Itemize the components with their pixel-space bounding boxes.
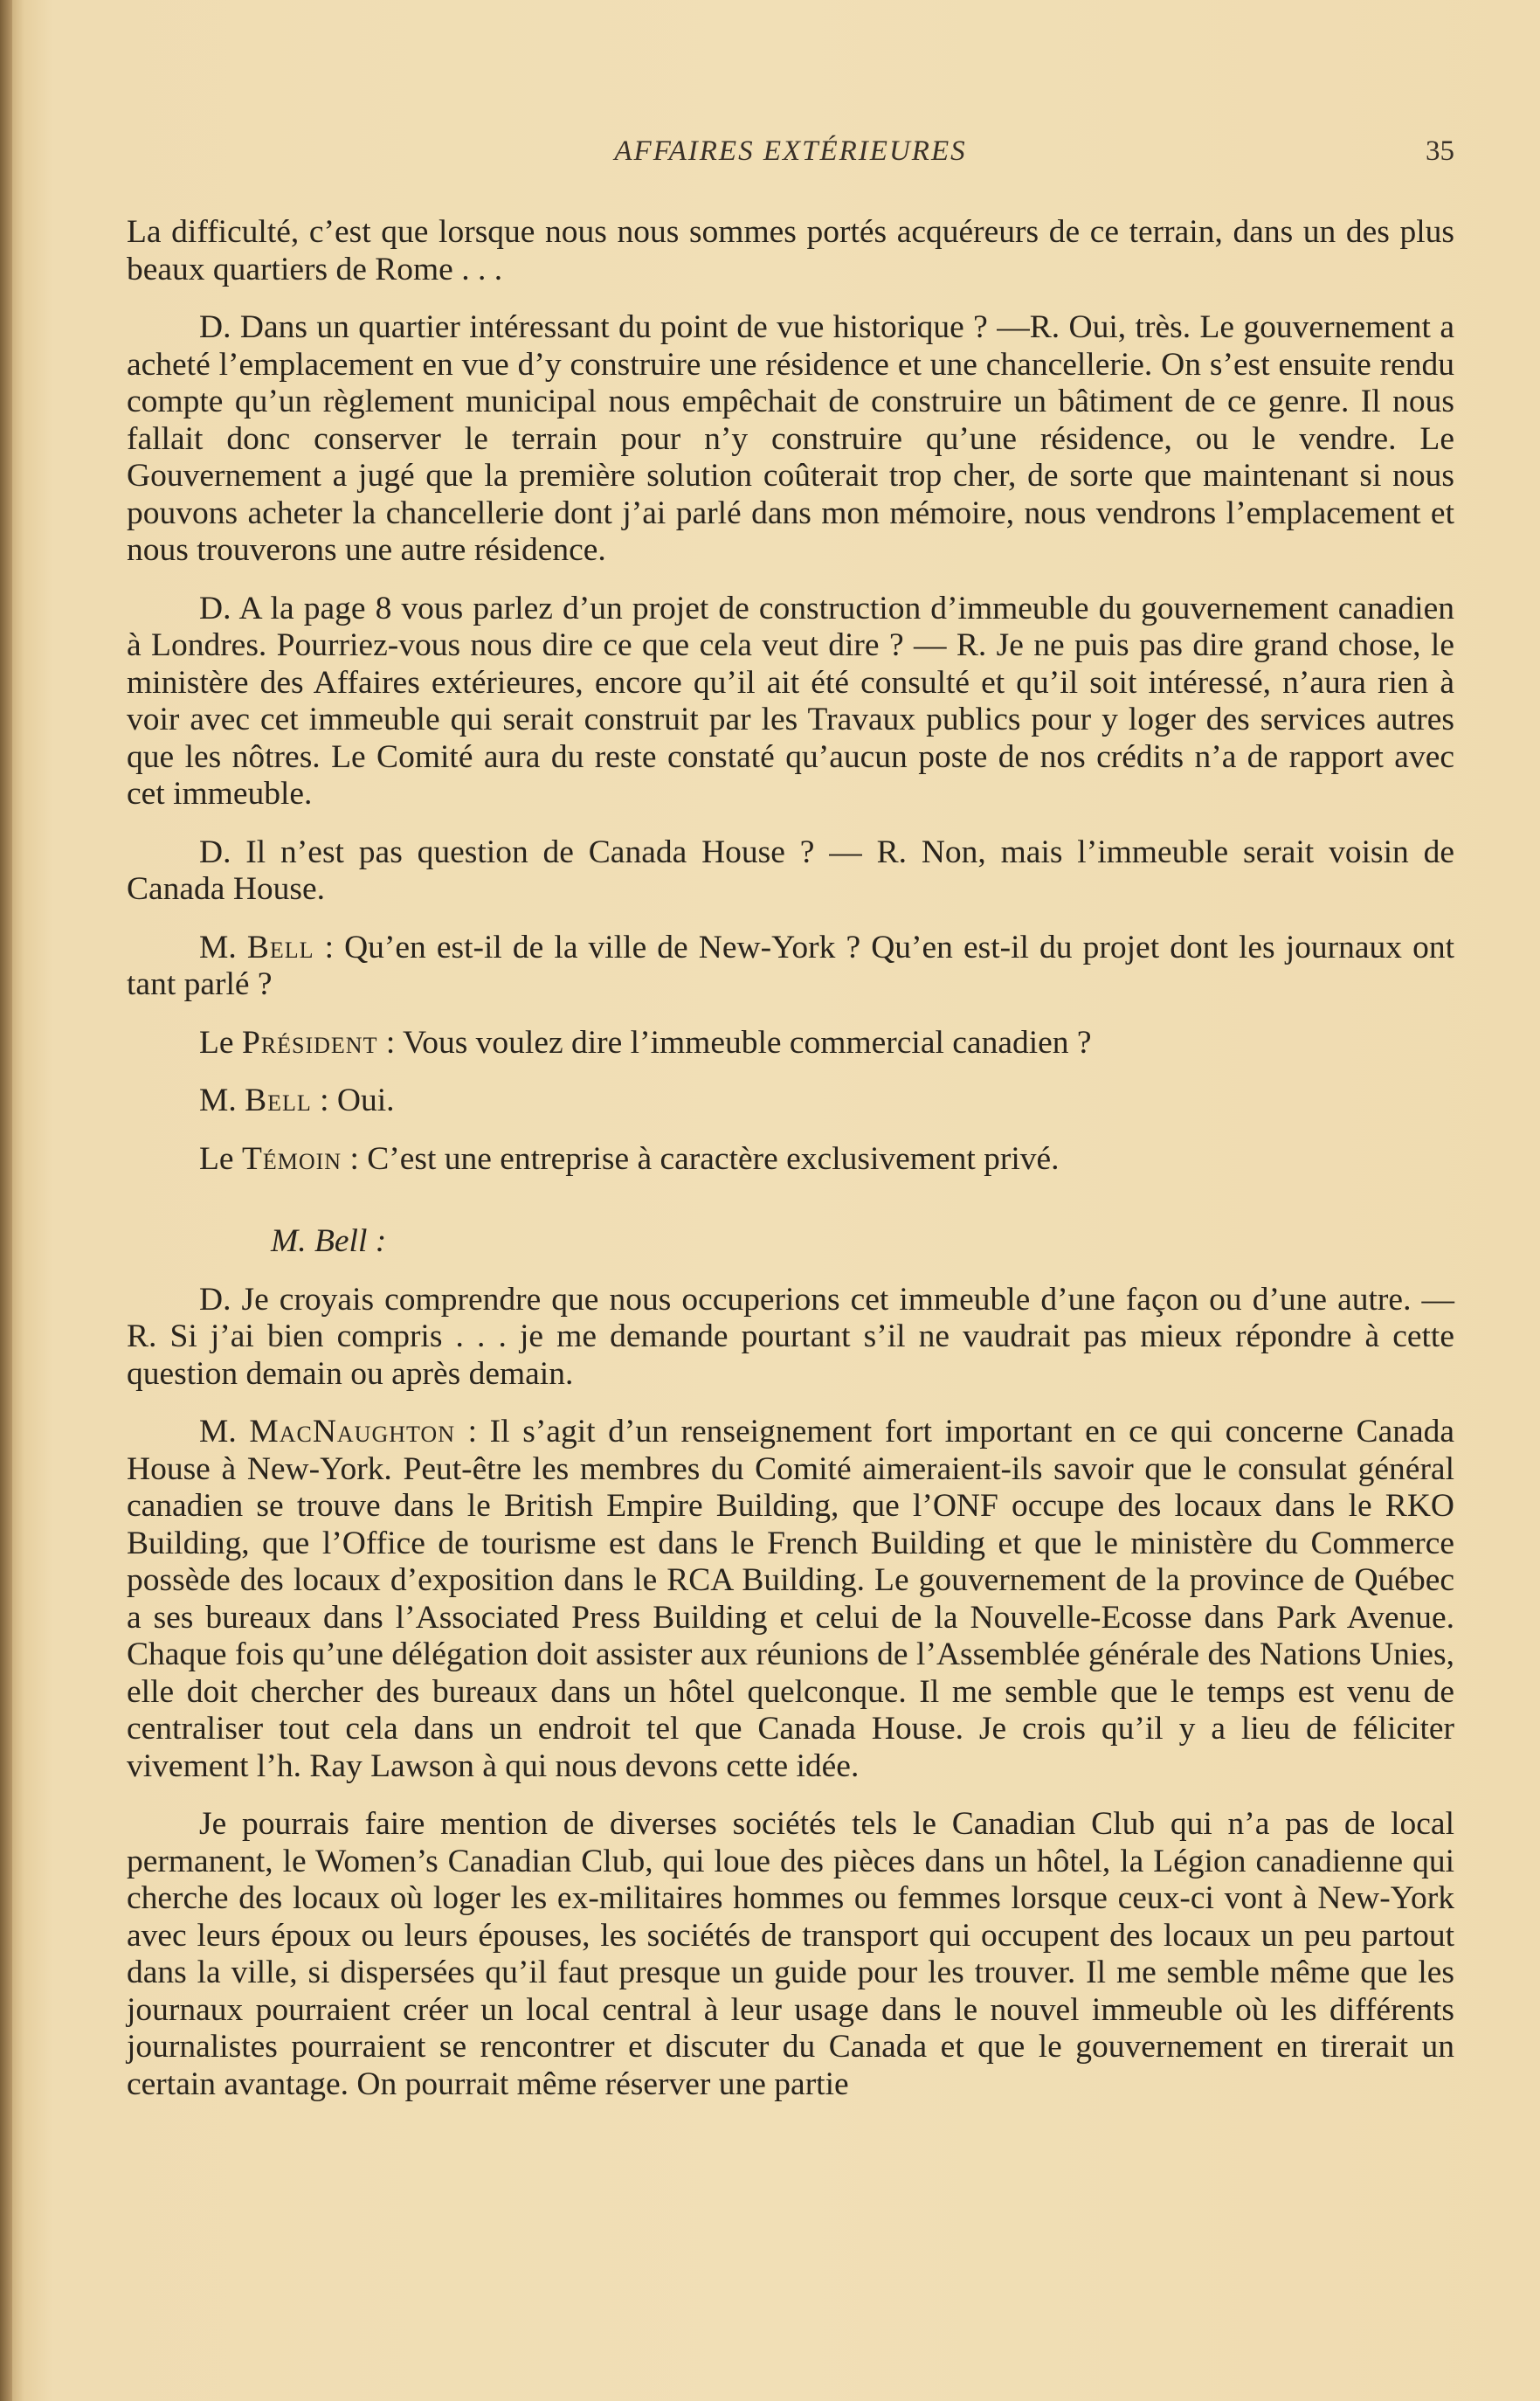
speaker-name: Témoin — [241, 1140, 342, 1177]
page-spine-shadow — [0, 0, 12, 2401]
paragraph-text: : C’est une entreprise à caractère exclusivement privé. — [342, 1140, 1060, 1177]
paragraph-text: D. Je croyais comprendre que nous occuperions cet immeuble d’une façon ou d’une autre. — R. Si j’ai bien compris . . . je me demande pourtant s’il ne vaudrait pas mieux répondre à cette question demain ou après demain. — [127, 1281, 1454, 1392]
speaker-prefix: M. — [199, 929, 247, 965]
speaker-prefix: M. — [199, 1083, 245, 1118]
speaker-prefix: Le — [199, 1140, 242, 1177]
paragraph-6 — [127, 1025, 1454, 1062]
speaker-prefix: Le — [199, 1024, 242, 1061]
speaker-name: Bell — [245, 1083, 312, 1118]
speaker-name: Bell — [246, 929, 314, 965]
paragraph-text: : Il s’agit d’un renseignement fort important en ce qui concerne Canada House à New-York. Peut-être les membres du Comité aimeraient-ils savoir que le consulat général canadien se trouve dans le British Empire Building, que l’ONF occupe des locaux dans le RKO Building, que l’Office de tourisme est dans le French Building et que le ministère du Commerce possède des locaux d’exposition dans le RCA Building. Le gouvernement de la province de Québec a ses bureaux dans l’Associated Press Building et celui de la Nouvelle-Ecosse dans Park Avenue. Chaque fois qu’une délégation doit assister aux réunions de l’Assemblée générale des Nations Unies, elle doit chercher des bureaux dans un hôtel quelconque. Il me semble que le temps est venu de centraliser tout cela dans un endroit tel que Canada House. Je crois qu’il y a lieu de féliciter vivement l’h. Ray Lawson à qui nous devons cette idée. — [127, 1414, 1454, 1784]
paragraph-3 — [127, 591, 1454, 813]
speaker-prefix: M. — [199, 1414, 250, 1450]
paragraph-text: La difficulté, c’est que lorsque nous nous sommes portés acquéreurs de ce terrain, dans un des plus beaux quartiers de Rome . . . — [127, 214, 1454, 287]
paragraph-text: Je pourrais faire mention de diverses sociétés tels le Canadian Club qui n’a pas de local permanent, le Women’s Canadian Club, qui loue des pièces dans un hôtel, la Légion canadienne qui cherche des locaux où loger les ex-militaires hommes ou femmes lorsque ceux-ci vont à New-York avec leurs époux ou leurs épouses, les sociétés de transport qui occupent des locaux un peu partout dans la ville, si dispersées qu’il faut presque un guide pour les trouver. Il me semble même que les journaux pourraient créer un local central à leur usage dans le nouvel immeuble où les différents journalistes pourraient se rencontrer et discuter du Canada et que le gouvernement en tirerait un certain avantage. On pourrait même réserver une partie — [127, 1806, 1454, 2102]
page-header — [127, 135, 1454, 179]
paragraph-1 — [127, 214, 1454, 288]
paragraph-text: : Qu’en est-il de la ville de New-York ? Qu’en est-il du projet dont les journaux ont tant parlé ? — [127, 929, 1454, 1002]
speaker-heading-text: M. Bell : — [271, 1223, 387, 1259]
paragraph-text: D. Il n’est pas question de Canada House ? — R. Non, mais l’immeuble serait voisin de Canada House. — [127, 834, 1454, 907]
speaker-heading — [127, 1223, 1454, 1261]
paragraph-4 — [127, 834, 1454, 909]
paragraph-7 — [127, 1083, 1454, 1120]
page-number: 35 — [1426, 135, 1454, 167]
paragraph-2 — [127, 309, 1454, 570]
speaker-name: MacNaughton — [249, 1414, 455, 1450]
paragraph-8 — [127, 1141, 1454, 1179]
paragraph-5 — [127, 930, 1454, 1004]
paragraph-text: : Vous voulez dire l’immeuble commercial canadien ? — [377, 1024, 1092, 1061]
paragraph-text: D. A la page 8 vous parlez d’un projet de construction d’immeuble du gouvernement canadien à Londres. Pourriez-vous nous dire ce que cela veut dire ? — R. Je ne puis pas dire grand chose, le ministère des Affaires extérieures, encore qu’il ait été consulté et qu’il soit intéressé, n’aura rien à voir avec cet immeuble qui serait construit par les Travaux publics pour y loger des services autres que les nôtres. Le Comité aura du reste constaté qu’aucun poste de nos crédits n’a de rapport avec cet immeuble. — [127, 590, 1454, 812]
paragraph-text: D. Dans un quartier intéressant du point de vue historique ? —R. Oui, très. Le gouvernement a acheté l’emplacement en vue d’y construire une résidence et une chancellerie. On s’est ensuite rendu compte qu’un règlement municipal nous empêchait de construire un bâtiment de ce genre. Il nous fallait donc conserver le terrain pour n’y construire qu’une résidence, ou le vendre. Le Gouvernement a jugé que la première solution coûterait trop cher, de sorte que maintenant si nous pouvons acheter la chancellerie dont j’ai parlé dans mon mémoire, nous vendrons l’emplacement et nous trouverons une autre résidence. — [127, 309, 1454, 568]
paragraph-9 — [127, 1282, 1454, 1394]
running-head: AFFAIRES EXTÉRIEURES — [614, 135, 967, 167]
speaker-name: Président — [241, 1024, 378, 1061]
paragraph-11 — [127, 1806, 1454, 2103]
paragraph-10 — [127, 1414, 1454, 1785]
page-body — [127, 214, 1454, 2124]
paragraph-text: : Oui. — [311, 1083, 395, 1118]
